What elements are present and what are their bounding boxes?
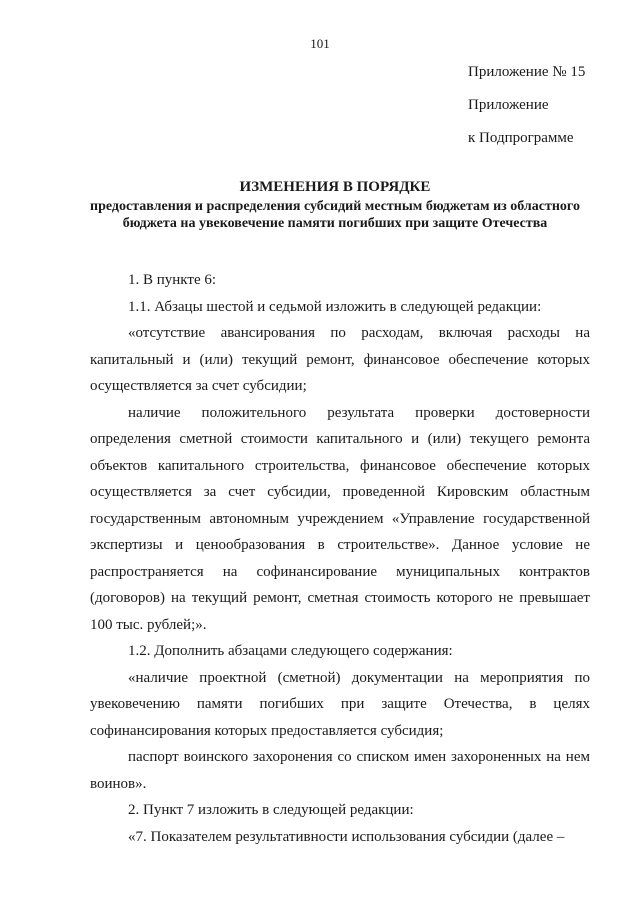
paragraph: 1. В пункте 6:	[128, 272, 217, 288]
document-body	[90, 266, 590, 850]
paragraph: паспорт воинского захоронения со списком имен захороненных на нем воинов».	[90, 749, 590, 792]
paragraph: 2. Пункт 7 изложить в следующей редакции:	[128, 802, 414, 818]
document-title: ИЗМЕНЕНИЯ В ПОРЯДКЕ	[239, 179, 431, 195]
paragraph: «наличие проектной (сметной) документации на мероприятия по увековечению памяти погибших при защите Отечества, в целях софинансирования которых предоставляется субсидия;	[90, 669, 590, 739]
paragraph: 1.1. Абзацы шестой и седьмой изложить в следующей редакции:	[128, 298, 542, 315]
paragraph: 1.2. Дополнить абзацами следующего содержания:	[128, 643, 453, 659]
paragraph: «отсутствие авансирования по расходам, включая расходы на капитальный и (или) текущий ремонт, финансовое обеспечение которых осуществляется за счет субсидии;	[90, 325, 590, 394]
paragraph: наличие положительного результата проверки достоверности определения сметной стоимости капитального и (или) текущего ремонта объектов капитального строительства, финансовое обеспечение которых осуществляется за счет субсидии, проведенной Кировским областным государственным автономным учреждением «Управление государственной экспертизы и ценообразования в строительстве». Данное условие не распространяется на софинансирование муниципальных контрактов (договоров) на текущий ремонт, сметная стоимость которого не превышает 100 тыс. рублей;».	[90, 404, 590, 633]
document-subtitle: предоставления и распределения субсидий местным бюджетам из областного бюджета на увековечение памяти погибших при защите Отечества	[90, 199, 580, 231]
paragraph: «7. Показателем результативности использования субсидии (далее –	[128, 828, 565, 845]
appendix-number: Приложение № 15	[468, 64, 586, 80]
document-heading	[80, 178, 590, 232]
appendix-label: Приложение	[468, 97, 549, 113]
appendix-reference: к Подпрограмме	[468, 130, 574, 146]
page-number: 101	[310, 36, 330, 51]
